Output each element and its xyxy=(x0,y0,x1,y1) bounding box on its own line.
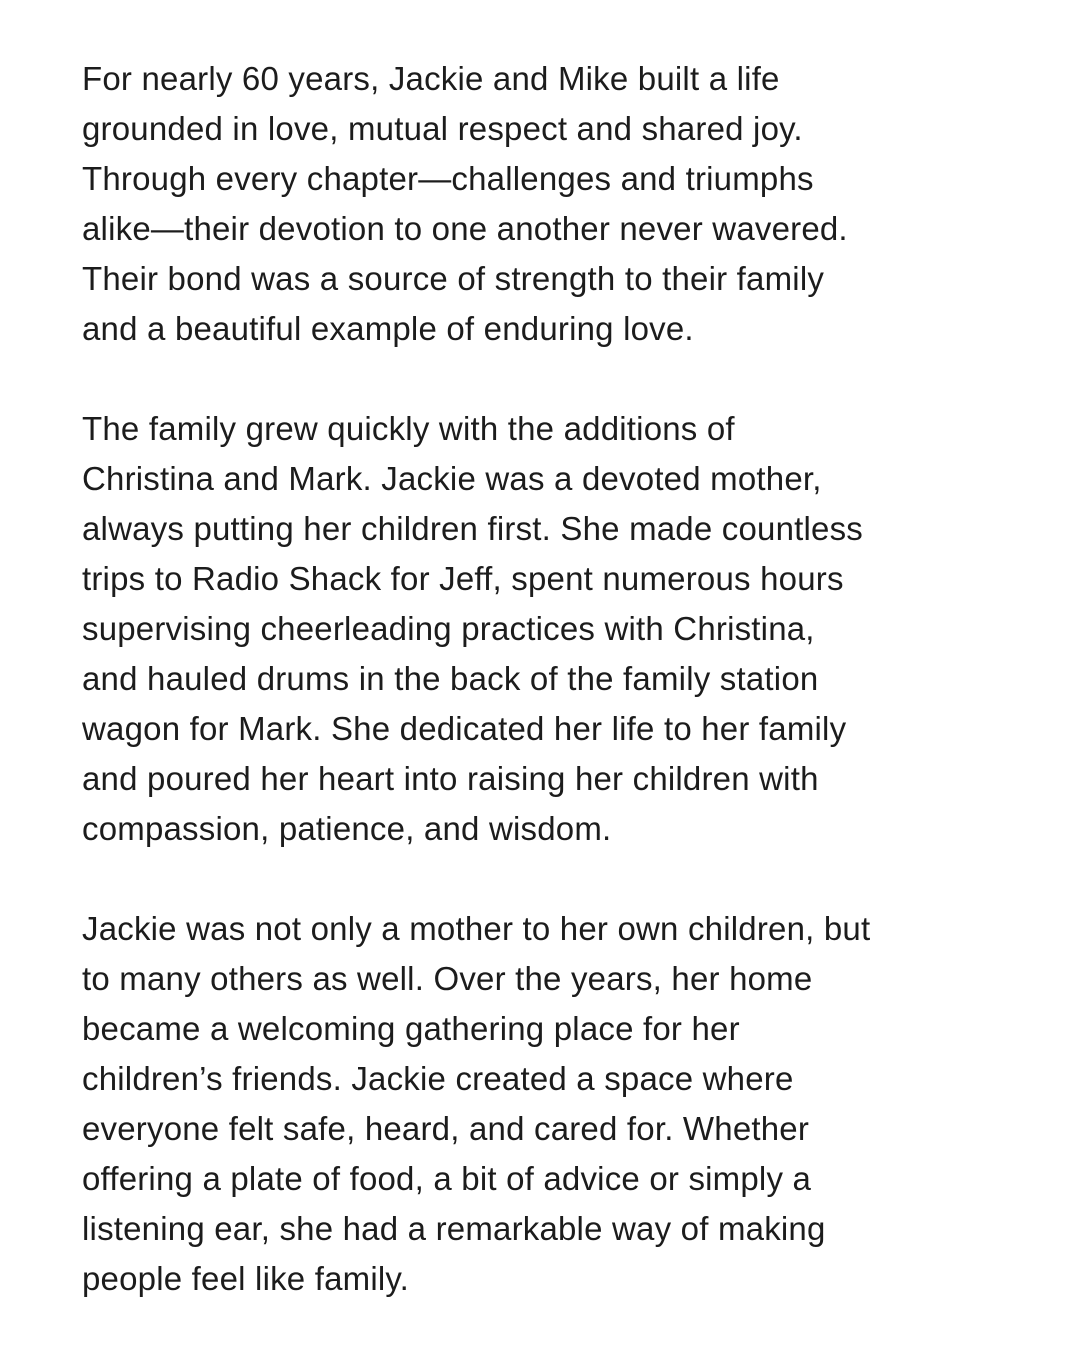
text-line: trips to Radio Shack for Jeff, spent numerous hours xyxy=(82,560,844,597)
text-line: and poured her heart into raising her children with xyxy=(82,760,819,797)
text-line: and hauled drums in the back of the family station xyxy=(82,660,819,697)
text-line: grounded in love, mutual respect and shared joy. xyxy=(82,110,803,147)
text-line: The family grew quickly with the additions of xyxy=(82,410,735,447)
text-line: offering a plate of food, a bit of advice or simply a xyxy=(82,1160,812,1197)
text-line: Jackie was not only a mother to her own children, but xyxy=(82,910,871,947)
text-line: alike—their devotion to one another never wavered. xyxy=(82,210,848,247)
text-line: Christina and Mark. Jackie was a devoted mother, xyxy=(82,460,822,497)
text-line: to many others as well. Over the years, her home xyxy=(82,960,813,997)
text-line: supervising cheerleading practices with Christina, xyxy=(82,610,815,647)
text-line: always putting her children first. She made countless xyxy=(82,510,863,547)
text-line: everyone felt safe, heard, and cared for. Whether xyxy=(82,1110,810,1147)
text-line: became a welcoming gathering place for her xyxy=(82,1010,740,1047)
paragraph-3 xyxy=(82,904,1042,1304)
body-text xyxy=(82,54,1042,1354)
text-line: children’s friends. Jackie created a space where xyxy=(82,1060,794,1097)
text-line: people feel like family. xyxy=(82,1260,410,1297)
text-line: Through every chapter—challenges and triumphs xyxy=(82,160,814,197)
text-line: compassion, patience, and wisdom. xyxy=(82,810,612,847)
text-line: wagon for Mark. She dedicated her life to her family xyxy=(82,710,847,747)
paragraph-1 xyxy=(82,54,1042,354)
text-line: listening ear, she had a remarkable way of making xyxy=(82,1210,826,1247)
paragraph-2 xyxy=(82,404,1042,854)
text-line: and a beautiful example of enduring love. xyxy=(82,310,694,347)
text-line: For nearly 60 years, Jackie and Mike built a life xyxy=(82,60,780,97)
text-line: Their bond was a source of strength to their family xyxy=(82,260,825,297)
